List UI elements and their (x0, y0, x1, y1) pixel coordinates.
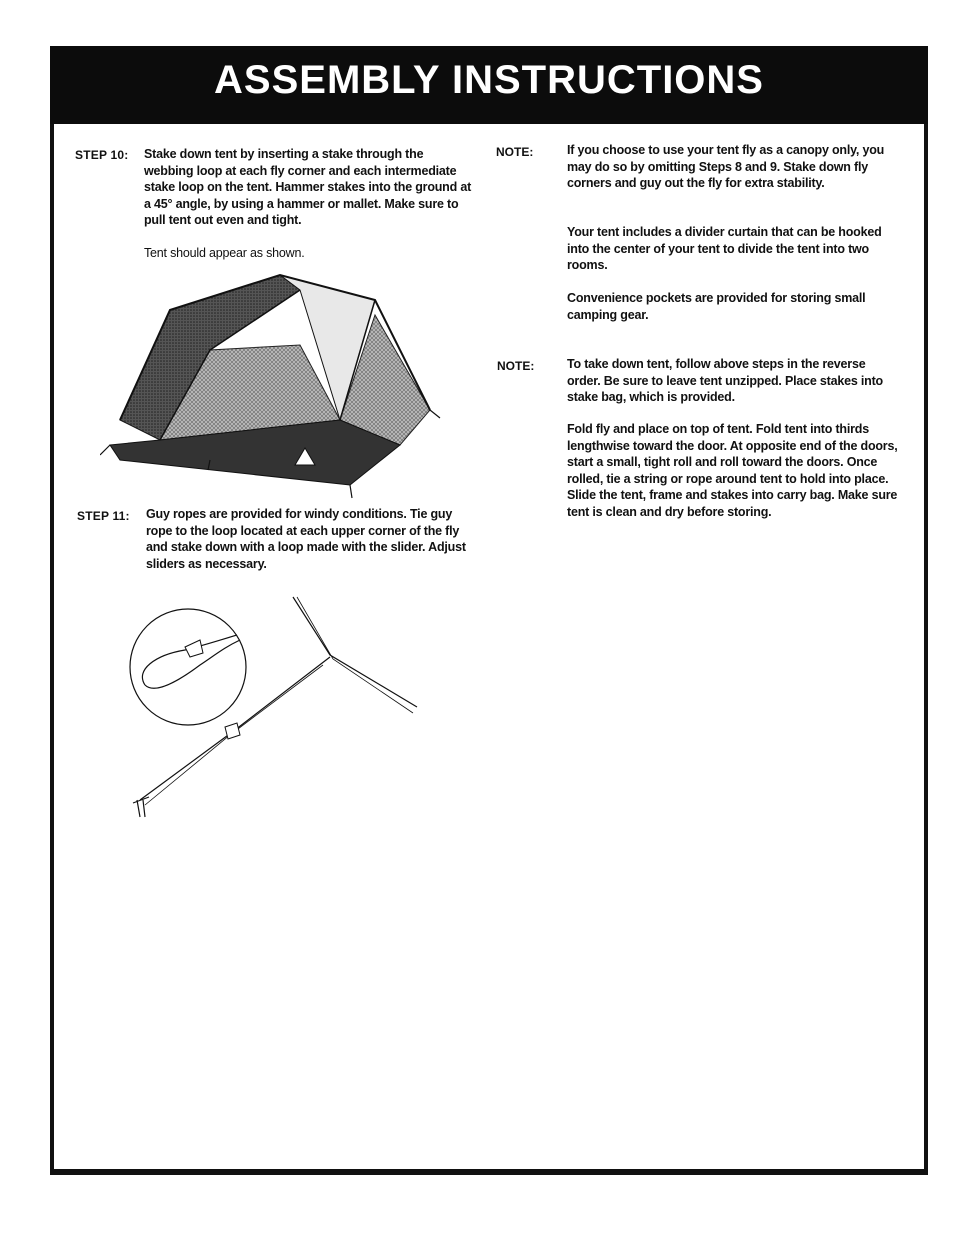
note-2-label: NOTE: (497, 359, 535, 373)
page-title: ASSEMBLY INSTRUCTIONS (214, 58, 764, 102)
note-1-text: If you choose to use your tent fly as a canopy only, you may do so by omitting Steps 8 and 9. Stake down fly corners and guy out the fly for extra stability. (567, 143, 885, 190)
step-10-text: Stake down tent by inserting a stake through the webbing loop at each fly corner and each intermediate stake loop on the tent. Hammer stakes into the ground at a 45° angle, by using a hammer or mallet. Make sure to pull tent out even and tight. (144, 147, 472, 227)
note-1-label: NOTE: (496, 145, 534, 159)
note-2-text: To take down tent, follow above steps in the reverse order. Be sure to leave tent unzipped. Place stakes into stake bag, which is provided. (567, 357, 883, 404)
divider-curtain-text: Your tent includes a divider curtain that can be hooked into the center of your tent to divide the tent into two rooms. (567, 225, 882, 272)
header-bar (50, 46, 928, 124)
tent-illustration (100, 270, 445, 500)
step-11-label: STEP 11: (77, 509, 130, 523)
step-10-label: STEP 10: (75, 148, 129, 162)
pockets-text: Convenience pockets are provided for storing small camping gear. (567, 291, 866, 322)
fold-instructions-text: Fold fly and place on top of tent. Fold tent into thirds lengthwise toward the door. At opposite end of the doors, start a small, tight roll and roll toward the doors. Once rolled, tie a string or rope around tent to hold into place. Slide the tent, frame and stakes into carry bag. Make sure tent is clean and dry before storing. (567, 422, 898, 519)
guy-rope-illustration (125, 595, 425, 825)
step-11-text: Guy ropes are provided for windy conditions. Tie guy rope to the loop located at each upper corner of the fly and stake down with a loop made with the slider. Adjust sliders as necessary. (146, 507, 466, 571)
tent-caption: Tent should appear as shown. (144, 246, 305, 260)
